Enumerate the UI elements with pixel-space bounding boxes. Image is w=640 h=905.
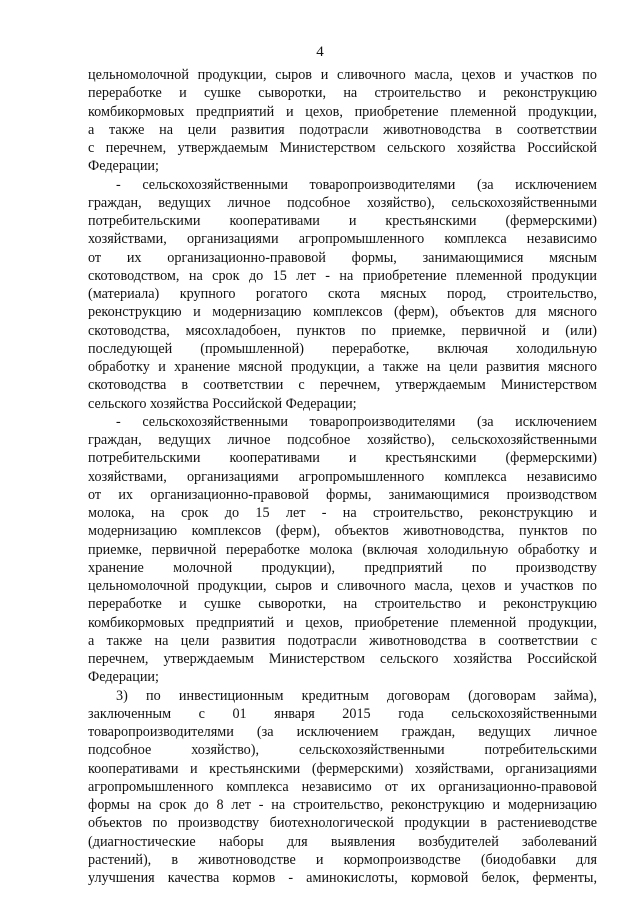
text-line: растений), в животноводстве и кормопроизводстве (биодобавки для [88, 851, 597, 868]
text-line: скотоводством, на срок до 15 лет - на приобретение племенной продукции [88, 267, 597, 284]
text-line: кооперативами и крестьянскими (фермерскими) хозяйствами, организациями [88, 760, 597, 777]
text-line: граждан, ведущих личное подсобное хозяйство), сельскохозяйственными [88, 432, 597, 448]
text-line: объектов по производству биотехнологической продукции в растениеводстве [88, 815, 597, 832]
text-line: (материала) крупного рогатого скота мясных пород, строительство, [88, 286, 597, 302]
text-line: хранение молочной продукции), предприятий по производству [88, 559, 597, 576]
text-line: от их организационно-правовой формы, занимающимися производством [88, 486, 597, 503]
text-line: переработке и сушке сыворотки, на строительство и реконструкцию [88, 596, 597, 613]
text-line: от их организационно-правовой формы, занимающимися мясным [88, 249, 597, 266]
text-line: скотоводства в соответствии с перечнем, утверждаемым Министерством [88, 377, 597, 394]
text-line: - сельскохозяйственными товаропроизводителями (за исключением [116, 176, 597, 193]
text-line: переработке и сушке сыворотки, на строительство и реконструкцию [88, 85, 597, 102]
text-line: комбикормовых предприятий и цехов, приобретение племенной продукции, [88, 614, 597, 631]
text-line: скотоводства, мясохладобоен, пунктов по приемке, первичной и (или) [88, 322, 597, 339]
text-line: цельномолочной продукции, сыров и сливочного масла, цехов и участков по [88, 67, 597, 83]
text-line: перечнем, утверждаемым Министерством сельского хозяйства Российской [88, 651, 597, 667]
text-line: Федерации; [88, 158, 159, 175]
text-line: 3) по инвестиционным кредитным договорам (договорам займа), [116, 687, 597, 704]
text-line: последующей (промышленной) переработке, включая холодильную [88, 340, 597, 357]
text-line: хозяйствами, организациями агропромышленного комплекса независимо [88, 231, 597, 248]
text-line: сельского хозяйства Российской Федерации; [88, 395, 357, 412]
text-line: комбикормовых предприятий и цехов, приобретение племенной продукции, [88, 103, 597, 120]
text-line: формы на срок до 8 лет - на строительство, реконструкцию и модернизацию [88, 797, 597, 813]
text-line: агропромышленного комплекса независимо от их организационно-правовой [88, 778, 597, 795]
text-line: а также на цели развития подотрасли животноводства в соответствии [88, 121, 597, 138]
text-line: - сельскохозяйственными товаропроизводителями (за исключением [116, 413, 597, 430]
text-line: подсобное хозяйство), сельскохозяйственными потребительскими [88, 742, 597, 759]
text-line: молока, на срок до 15 лет - на строительство, реконструкцию и [88, 505, 597, 521]
text-line: с перечнем, утверждаемым Министерством сельского хозяйства Российской [88, 140, 597, 156]
text-line: улучшения качества кормов - аминокислоты, кормовой белок, ферменты, [88, 870, 597, 886]
text-line: Федерации; [88, 669, 159, 686]
text-line: приемке, первичной переработке молока (включая холодильную обработку и [88, 541, 597, 558]
page-number: 4 [316, 44, 324, 60]
text-line: а также на цели развития подотрасли животноводства в соответствии с [88, 632, 597, 649]
text-line: потребительскими кооперативами и крестьянскими (фермерскими) [88, 450, 597, 467]
body-text [88, 66, 597, 887]
text-line: обработку и хранение мясной продукции, а также на цели развития мясного [88, 359, 597, 375]
text-line: заключенным с 01 января 2015 года сельскохозяйственными [88, 705, 597, 722]
text-line: цельномолочной продукции, сыров и сливочного масла, цехов и участков по [88, 578, 597, 594]
text-line: реконструкцию и модернизацию комплексов (ферм), объектов для мясного [88, 304, 597, 321]
text-line: модернизацию комплексов (ферм), объектов животноводства, пунктов по [88, 523, 597, 540]
text-line: товаропроизводителями (за исключением граждан, ведущих личное [88, 724, 597, 740]
text-line: граждан, ведущих личное подсобное хозяйство), сельскохозяйственными [88, 194, 597, 211]
text-line: (диагностические наборы для выявления возбудителей заболеваний [88, 833, 597, 850]
text-line: хозяйствами, организациями агропромышленного комплекса независимо [88, 468, 597, 485]
text-line: потребительскими кооперативами и крестьянскими (фермерскими) [88, 213, 597, 229]
